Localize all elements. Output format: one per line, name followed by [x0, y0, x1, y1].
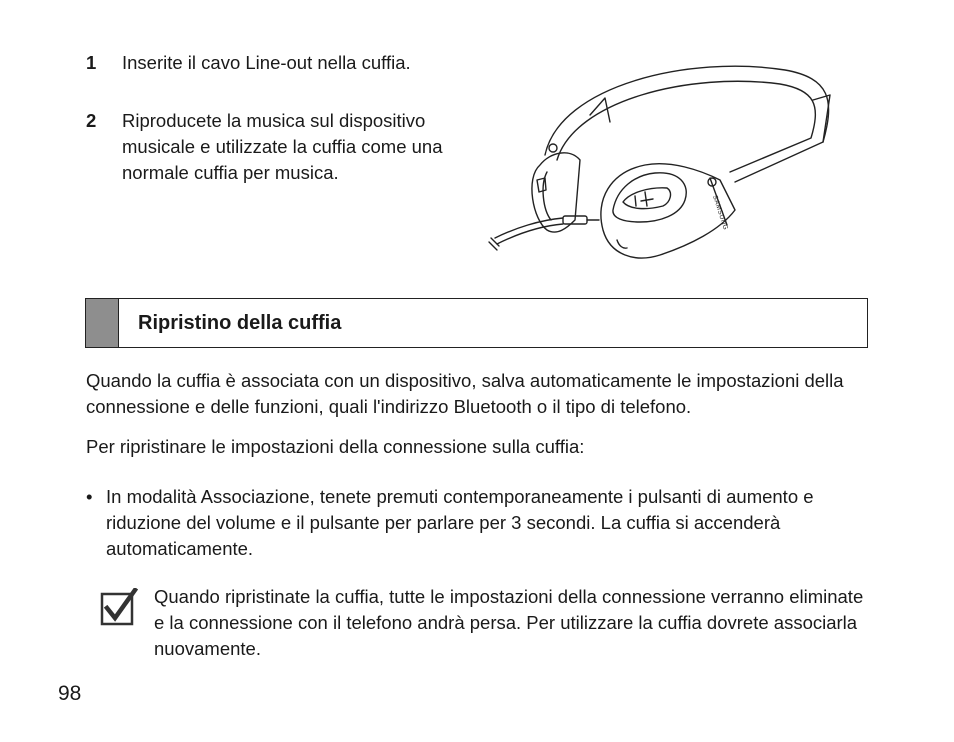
note-text: Quando ripristinate la cuffia, tutte le impostazioni della connessione verranno eliminate e la connessione con il telefono andrà persa. Per utilizzare la cuffia dovrete associarla nuovamente.: [154, 586, 864, 659]
talk-button: [617, 240, 627, 248]
page-number: 98: [58, 682, 82, 705]
left-ear-cup-rim: [543, 172, 551, 220]
cable-end: [489, 238, 499, 250]
brand-label: SAMSUNG: [711, 194, 729, 232]
headphone-illustration: [485, 60, 835, 275]
line-out-cable: [495, 218, 563, 238]
right-ear-cup-face: [613, 173, 686, 222]
lead-paragraph: Per ripristinare le impostazioni della connessione sulla cuffia:: [86, 436, 585, 457]
step-number: 2: [86, 110, 97, 131]
step-text: Inserite il cavo Line-out nella cuffia.: [122, 52, 411, 73]
step-text: Riproducete la musica sul dispositivo musicale e utilizzate la cuffia come una normale cuffia per musica.: [122, 110, 443, 183]
checkbox-check-icon: [100, 588, 138, 626]
headband-pad: [590, 98, 610, 122]
left-cup-button: [549, 144, 557, 152]
right-ear-cup: [601, 164, 735, 258]
section-tab: [86, 299, 119, 347]
volume-minus: [635, 196, 636, 206]
bullet-marker: •: [86, 486, 93, 507]
headband: [545, 66, 829, 182]
bullet-text: In modalità Associazione, tenete premuti contemporaneamente i pulsanti di aumento e riduzione del volume e il pulsante per parlare per 3 secondi. La cuffia si accenderà automaticamente.: [106, 486, 814, 559]
left-cup-strip: [537, 178, 546, 192]
intro-paragraph: Quando la cuffia è associata con un dispositivo, salva automaticamente le impostazioni della connessione e delle funzioni, quali l'indirizzo Bluetooth o il tipo di telefono.: [86, 370, 844, 417]
headband-inner: [557, 81, 815, 172]
section-title: Ripristino della cuffia: [138, 312, 342, 334]
step-number: 1: [86, 52, 97, 73]
volume-plus: [645, 192, 647, 206]
section-header: [85, 298, 868, 348]
